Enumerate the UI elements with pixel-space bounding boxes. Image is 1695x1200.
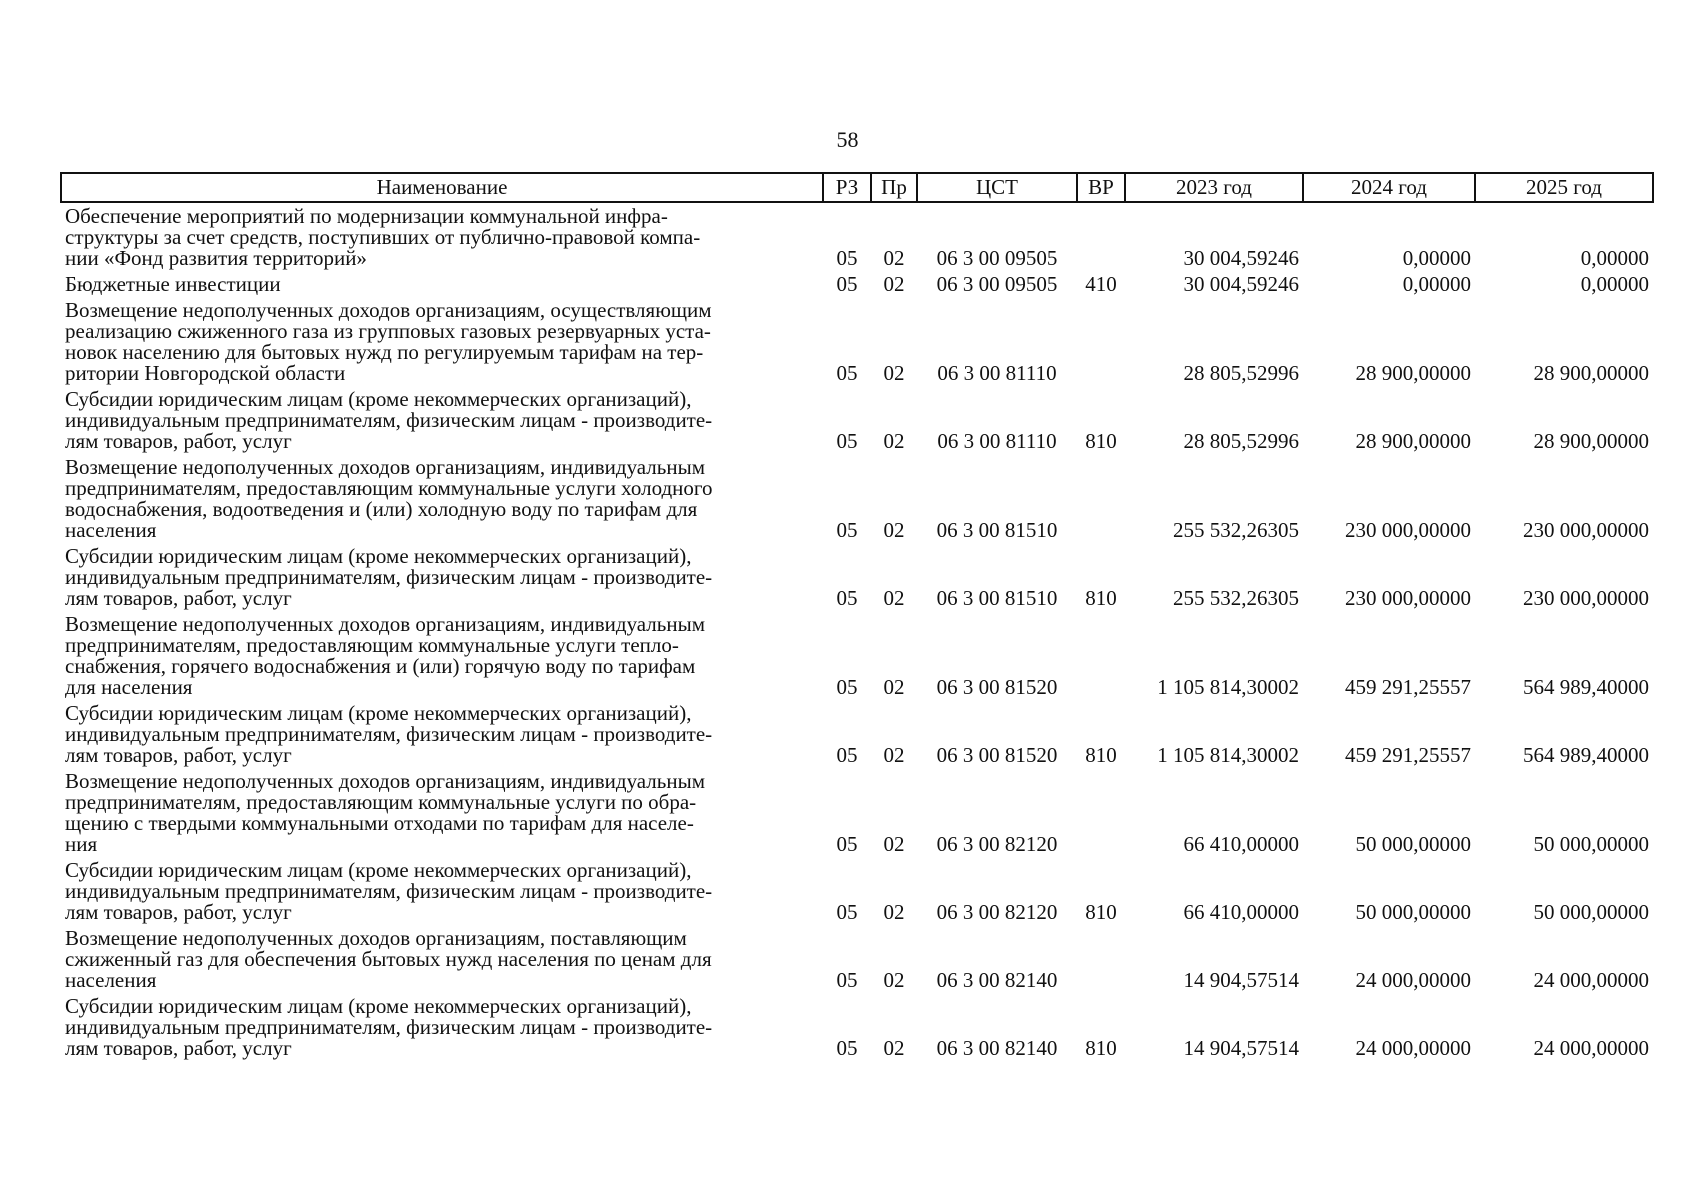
row-rz: 05 <box>836 586 858 610</box>
row-value-2023: 66 410,00000 <box>1183 832 1299 856</box>
row-name-line: Субсидии юридическим лицам (кроме некоммерческих организаций), <box>65 387 692 411</box>
row-value-2024: 0,00000 <box>1402 272 1471 296</box>
row-vr: 810 <box>1085 900 1117 924</box>
row-name <box>61 611 823 700</box>
row-rz: 05 <box>836 900 858 924</box>
row-cst: 06 3 00 09505 <box>936 246 1058 270</box>
row-cst: 06 3 00 82120 <box>936 900 1058 924</box>
row-cst: 06 3 00 81110 <box>937 429 1057 453</box>
row-name <box>61 925 823 993</box>
row-rz: 05 <box>836 968 858 992</box>
row-name-line: Субсидии юридическим лицам (кроме некоммерческих организаций), <box>65 544 692 568</box>
row-pr: 02 <box>883 832 905 856</box>
header-name: Наименование <box>61 173 823 202</box>
row-name-line: индивидуальным предпринимателям, физическим лицам - производите- <box>65 565 713 589</box>
row-value-2025: 564 989,40000 <box>1523 675 1649 699</box>
row-name-line: структуры за счет средств, поступивших от публично-правовой компа- <box>65 225 701 249</box>
row-name <box>61 271 823 297</box>
row-name-line: предпринимателям, предоставляющим коммунальные услуги холодного <box>65 476 713 500</box>
row-pr: 02 <box>883 361 905 385</box>
row-value-2025: 28 900,00000 <box>1533 361 1649 385</box>
row-name <box>61 454 823 543</box>
row-cst: 06 3 00 81520 <box>936 675 1058 699</box>
row-name-line: индивидуальным предпринимателям, физическим лицам - производите- <box>65 1015 713 1039</box>
row-name-line: лям товаров, работ, услуг <box>65 743 292 767</box>
row-value-2023: 1 105 814,30002 <box>1157 743 1299 767</box>
row-name-line: лям товаров, работ, услуг <box>65 429 292 453</box>
budget-table <box>60 172 1654 1061</box>
table-row <box>61 993 1653 1061</box>
row-name-line: Субсидии юридическим лицам (кроме некоммерческих организаций), <box>65 858 692 882</box>
row-name-line: предпринимателям, предоставляющим коммунальные услуги тепло- <box>65 633 679 657</box>
header-pr: Пр <box>871 173 917 202</box>
header-cst: ЦСТ <box>917 173 1077 202</box>
row-pr: 02 <box>883 675 905 699</box>
row-name-line: водоснабжения, водоотведения и (или) холодную воду по тарифам для <box>65 497 698 521</box>
row-name-line: реализацию сжиженного газа из групповых газовых резервуарных уста- <box>65 319 711 343</box>
table-body <box>61 202 1653 1061</box>
row-name-line: для населения <box>65 675 193 699</box>
row-value-2025: 0,00000 <box>1580 246 1649 270</box>
row-name <box>61 202 823 271</box>
row-name-line: нии «Фонд развития территорий» <box>65 246 367 270</box>
row-name-line: ритории Новгородской области <box>65 361 346 385</box>
row-name-line: снабжения, горячего водоснабжения и (или) горячую воду по тарифам <box>65 654 696 678</box>
row-name-line: лям товаров, работ, услуг <box>65 586 292 610</box>
row-rz: 05 <box>836 429 858 453</box>
row-name-line: Субсидии юридическим лицам (кроме некоммерческих организаций), <box>65 701 692 725</box>
row-value-2025: 50 000,00000 <box>1533 832 1649 856</box>
row-value-2024: 28 900,00000 <box>1355 429 1471 453</box>
row-value-2023: 28 805,52996 <box>1183 429 1299 453</box>
row-name <box>61 700 823 768</box>
row-rz: 05 <box>836 832 858 856</box>
row-value-2023: 14 904,57514 <box>1183 1036 1299 1060</box>
row-name-line: Субсидии юридическим лицам (кроме некоммерческих организаций), <box>65 994 692 1018</box>
row-vr: 810 <box>1085 1036 1117 1060</box>
row-name <box>61 857 823 925</box>
row-value-2024: 459 291,25557 <box>1345 675 1471 699</box>
row-cst: 06 3 00 82140 <box>936 968 1058 992</box>
row-cst: 06 3 00 81510 <box>936 518 1058 542</box>
row-value-2024: 230 000,00000 <box>1345 518 1471 542</box>
row-pr: 02 <box>883 246 905 270</box>
row-name-line: Обеспечение мероприятий по модернизации коммунальной инфра- <box>65 204 668 228</box>
header-rz: РЗ <box>823 173 871 202</box>
row-value-2023: 255 532,26305 <box>1173 586 1299 610</box>
row-value-2023: 30 004,59246 <box>1183 272 1299 296</box>
header-2025: 2025 год <box>1475 173 1653 202</box>
header-row <box>61 173 1653 202</box>
table-row <box>61 700 1653 768</box>
row-vr <box>1077 454 1125 543</box>
row-rz: 05 <box>836 518 858 542</box>
row-vr: 410 <box>1085 272 1117 296</box>
row-value-2023: 14 904,57514 <box>1183 968 1299 992</box>
row-cst: 06 3 00 82120 <box>936 832 1058 856</box>
row-name-line: Возмещение недополученных доходов организациям, индивидуальным <box>65 769 705 793</box>
row-name-line: индивидуальным предпринимателям, физическим лицам - производите- <box>65 408 713 432</box>
row-vr <box>1077 297 1125 386</box>
row-cst: 06 3 00 81110 <box>937 361 1057 385</box>
row-value-2024: 24 000,00000 <box>1355 1036 1471 1060</box>
row-name-line: Возмещение недополученных доходов организациям, индивидуальным <box>65 455 705 479</box>
row-value-2023: 255 532,26305 <box>1173 518 1299 542</box>
table-row <box>61 297 1653 386</box>
row-value-2024: 50 000,00000 <box>1355 832 1471 856</box>
row-name-line: предпринимателям, предоставляющим коммунальные услуги по обра- <box>65 790 697 814</box>
row-value-2023: 66 410,00000 <box>1183 900 1299 924</box>
row-name <box>61 993 823 1061</box>
row-value-2024: 50 000,00000 <box>1355 900 1471 924</box>
row-name-line: индивидуальным предпринимателям, физическим лицам - производите- <box>65 722 713 746</box>
row-value-2023: 28 805,52996 <box>1183 361 1299 385</box>
row-value-2024: 0,00000 <box>1402 246 1471 270</box>
row-name-line: щению с твердыми коммунальными отходами по тарифам для населе- <box>65 811 694 835</box>
row-name-line: новок населению для бытовых нужд по регулируемым тарифам на тер- <box>65 340 704 364</box>
table-row <box>61 386 1653 454</box>
row-vr: 810 <box>1085 586 1117 610</box>
row-rz: 05 <box>836 272 858 296</box>
row-rz: 05 <box>836 246 858 270</box>
row-pr: 02 <box>883 743 905 767</box>
row-pr: 02 <box>883 586 905 610</box>
row-value-2025: 24 000,00000 <box>1533 968 1649 992</box>
table-row <box>61 611 1653 700</box>
row-pr: 02 <box>883 968 905 992</box>
row-name-line: индивидуальным предпринимателям, физическим лицам - производите- <box>65 879 713 903</box>
row-pr: 02 <box>883 272 905 296</box>
row-name <box>61 297 823 386</box>
page-number: 58 <box>836 127 859 152</box>
row-name-line: населения <box>65 968 157 992</box>
row-value-2023: 1 105 814,30002 <box>1157 675 1299 699</box>
table-header <box>61 173 1653 202</box>
row-name-line: лям товаров, работ, услуг <box>65 1036 292 1060</box>
header-2024: 2024 год <box>1303 173 1475 202</box>
row-name-line: Бюджетные инвестиции <box>65 272 281 296</box>
header-vr: ВР <box>1077 173 1125 202</box>
row-value-2024: 28 900,00000 <box>1355 361 1471 385</box>
row-value-2023: 30 004,59246 <box>1183 246 1299 270</box>
row-cst: 06 3 00 81520 <box>936 743 1058 767</box>
row-rz: 05 <box>836 361 858 385</box>
table-row <box>61 454 1653 543</box>
row-cst: 06 3 00 81510 <box>936 586 1058 610</box>
row-value-2025: 50 000,00000 <box>1533 900 1649 924</box>
table-row <box>61 543 1653 611</box>
row-value-2024: 24 000,00000 <box>1355 968 1471 992</box>
row-pr: 02 <box>883 900 905 924</box>
row-value-2024: 230 000,00000 <box>1345 586 1471 610</box>
row-pr: 02 <box>883 1036 905 1060</box>
row-pr: 02 <box>883 518 905 542</box>
row-vr: 810 <box>1085 429 1117 453</box>
row-value-2025: 230 000,00000 <box>1523 586 1649 610</box>
row-pr: 02 <box>883 429 905 453</box>
table-row <box>61 768 1653 857</box>
row-rz: 05 <box>836 675 858 699</box>
row-value-2024: 459 291,25557 <box>1345 743 1471 767</box>
row-value-2025: 28 900,00000 <box>1533 429 1649 453</box>
row-name-line: Возмещение недополученных доходов организациям, индивидуальным <box>65 612 705 636</box>
header-2023: 2023 год <box>1125 173 1303 202</box>
row-cst: 06 3 00 09505 <box>936 272 1058 296</box>
row-rz: 05 <box>836 743 858 767</box>
row-vr <box>1077 925 1125 993</box>
table-row <box>61 857 1653 925</box>
row-vr <box>1077 202 1125 271</box>
row-vr <box>1077 611 1125 700</box>
row-rz: 05 <box>836 1036 858 1060</box>
row-name-line: сжиженный газ для обеспечения бытовых нужд населения по ценам для <box>65 947 712 971</box>
row-value-2025: 230 000,00000 <box>1523 518 1649 542</box>
row-name-line: ния <box>65 832 98 856</box>
row-name <box>61 386 823 454</box>
row-value-2025: 24 000,00000 <box>1533 1036 1649 1060</box>
row-name-line: Возмещение недополученных доходов организациям, осуществляющим <box>65 298 712 322</box>
table-row <box>61 925 1653 993</box>
row-name <box>61 543 823 611</box>
row-cst: 06 3 00 82140 <box>936 1036 1058 1060</box>
row-name-line: населения <box>65 518 157 542</box>
row-value-2025: 0,00000 <box>1580 272 1649 296</box>
row-name <box>61 768 823 857</box>
row-vr <box>1077 768 1125 857</box>
table-row <box>61 271 1653 297</box>
row-name-line: Возмещение недополученных доходов организациям, поставляющим <box>65 926 687 950</box>
row-vr: 810 <box>1085 743 1117 767</box>
row-value-2025: 564 989,40000 <box>1523 743 1649 767</box>
table-row <box>61 202 1653 271</box>
row-name-line: лям товаров, работ, услуг <box>65 900 292 924</box>
